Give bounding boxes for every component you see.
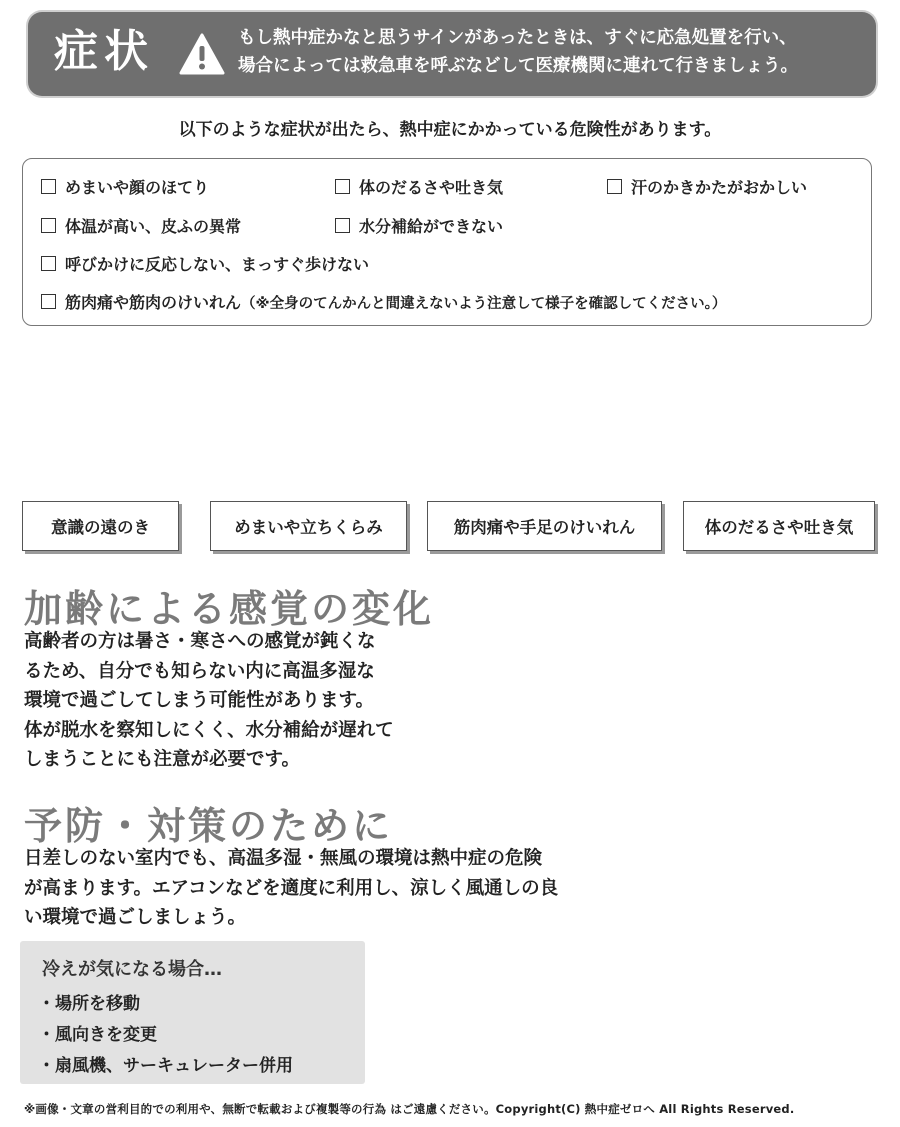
aging-line: るため、自分でも知らない内に高温多湿な xyxy=(24,660,375,682)
checkbox-icon[interactable] xyxy=(41,179,56,194)
checklist-item-label: 水分補給ができない xyxy=(359,217,504,236)
aging-line: 高齢者の方は暑さ・寒さへの感覚が鈍くな xyxy=(24,631,376,652)
symptom-box: 筋肉痛や手足のけいれん xyxy=(427,501,662,551)
checklist-item[interactable] xyxy=(41,252,369,275)
symptom-box: 意識の遠のき xyxy=(22,501,179,551)
checklist-item-label: 筋肉痛や筋肉のけいれん xyxy=(65,293,242,312)
aging-line: 環境で過ごしてしまう可能性があります。 xyxy=(24,690,375,711)
banner-line-1: もし熱中症かなと思うサインがあったときは、すぐに応急処置を行い、 xyxy=(238,28,797,48)
banner-line-2: 場合によっては救急車を呼ぶなどして医療機関に連れて行きましょう。 xyxy=(238,56,798,76)
checklist-item[interactable] xyxy=(607,175,807,198)
aging-line: しまうことにも注意が必要です。 xyxy=(24,749,301,770)
symptom-box: 体のだるさや吐き気 xyxy=(683,501,875,551)
checklist-note: （※全身のてんかんと間違えないよう注意して様子を確認してください。） xyxy=(241,296,727,312)
intro-text: 以下のような症状が出たら、熱中症にかかっている危険性があります。 xyxy=(178,120,722,140)
checklist-item[interactable] xyxy=(335,214,503,237)
checklist-item[interactable] xyxy=(41,214,241,237)
copyright-footer: ※画像・文章の営利目的での利用や、無断で転載および複製等の行為 はご遠慮ください。Copyright(C) 熱中症ゼロへ All Rights Reserved. xyxy=(24,1102,795,1116)
symptom-banner xyxy=(28,12,876,96)
aging-line: 体が脱水を察知しにくく、水分補給が遅れて xyxy=(24,719,394,741)
checkbox-icon[interactable] xyxy=(335,218,350,233)
banner-title: 症状 xyxy=(54,26,154,77)
banner-message xyxy=(238,24,868,80)
prevention-line: 日差しのない室内でも、高温多湿・無風の環境は熱中症の危険 xyxy=(24,848,543,869)
checkbox-icon[interactable] xyxy=(41,256,56,271)
prevention-line: い環境で過ごしましょう。 xyxy=(24,907,247,928)
checkbox-icon[interactable] xyxy=(335,179,350,194)
checkbox-icon[interactable] xyxy=(607,179,622,194)
prevention-paragraph xyxy=(24,844,558,933)
checklist-item[interactable] xyxy=(335,175,503,198)
symptom-box: めまいや立ちくらみ xyxy=(210,501,407,551)
checklist-item-label: 呼びかけに反応しない、まっすぐ歩けない xyxy=(65,255,370,274)
cold-tips-box xyxy=(20,941,365,1084)
checklist-item-label: 体温が高い、皮ふの異常 xyxy=(65,217,242,236)
checklist-item-label: 汗のかきかたがおかしい xyxy=(631,178,808,197)
aging-paragraph xyxy=(24,627,394,775)
checklist-item-label: 体のだるさや吐き気 xyxy=(359,178,504,197)
checkbox-icon[interactable] xyxy=(41,294,56,309)
cold-tip-item: ・場所を移動 xyxy=(38,994,140,1014)
prevention-line: が高まります。エアコンなどを適度に利用し、涼しく風通しの良 xyxy=(24,877,559,899)
checklist-item-label: めまいや顔のほてり xyxy=(65,178,210,197)
warning-icon xyxy=(178,32,226,76)
aging-heading: 加齢による感覚の変化 xyxy=(24,587,435,631)
checklist-item[interactable] xyxy=(41,175,209,198)
cold-tip-item: ・扇風機、サーキュレーター併用 xyxy=(38,1056,293,1076)
checklist-item[interactable] xyxy=(41,290,726,313)
cold-tip-item: ・風向きを変更 xyxy=(38,1025,157,1045)
cold-tips-title: 冷えが気になる場合… xyxy=(42,959,222,980)
symptom-checklist xyxy=(22,158,872,326)
prevention-heading: 予防・対策のために xyxy=(24,804,394,848)
checkbox-icon[interactable] xyxy=(41,218,56,233)
